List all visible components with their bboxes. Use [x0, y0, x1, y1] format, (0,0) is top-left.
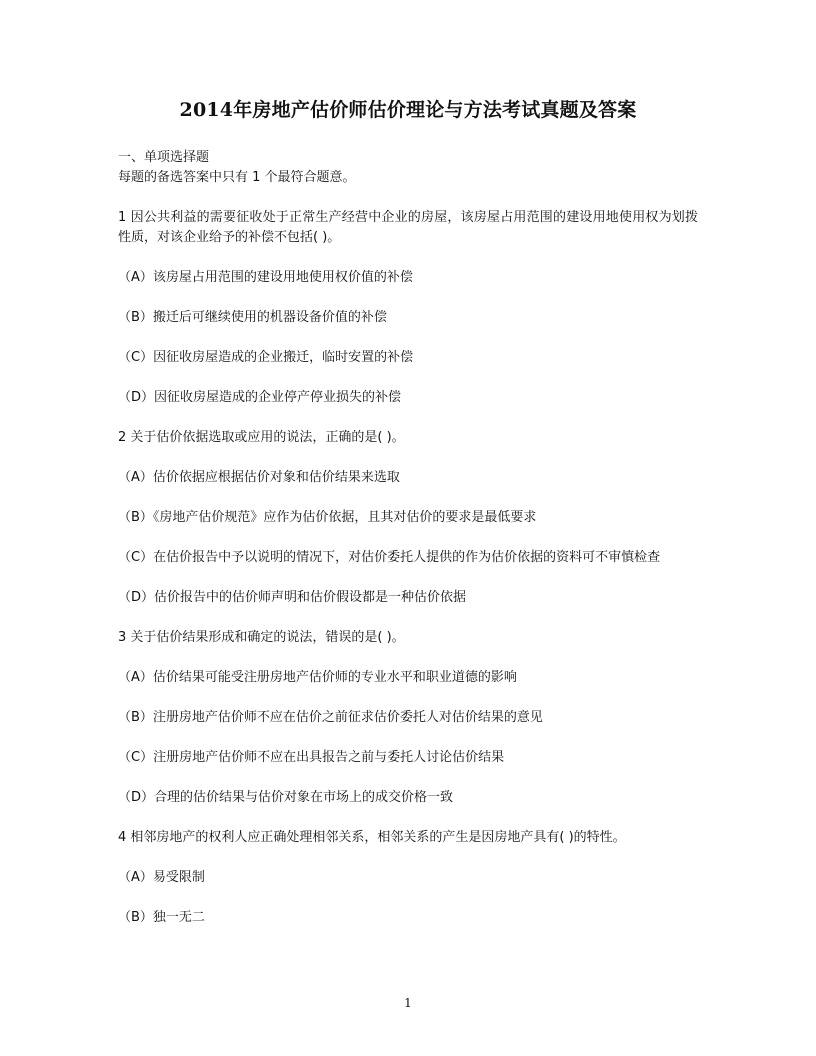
question-2-option-d: （D）估价报告中的估价师声明和估价假设都是一种估价依据: [118, 590, 467, 605]
question-2-stem: 2 关于估价依据选取或应用的说法，正确的是( )。: [118, 430, 405, 445]
question-2-option-b: （B）《房地产估价规范》应作为估价依据，且其对估价的要求是最低要求: [118, 510, 537, 525]
question-4-stem: 4 相邻房地产的权利人应正确处理相邻关系，相邻关系的产生是因房地产具有( )的特性。: [118, 830, 626, 845]
question-1-option-a: （A）该房屋占用范围的建设用地使用权价值的补偿: [118, 270, 413, 285]
section-instruction: 每题的备选答案中只有 1 个最符合题意。: [118, 170, 356, 185]
question-3-option-d: （D）合理的估价结果与估价对象在市场上的成交价格一致: [118, 790, 454, 805]
page-number: 1: [404, 996, 412, 1010]
question-3-option-c: （C）注册房地产估价师不应在出具报告之前与委托人讨论估价结果: [118, 750, 505, 765]
question-1-option-c: （C）因征收房屋造成的企业搬迁，临时安置的补偿: [118, 350, 414, 365]
document-body: [118, 148, 698, 928]
question-4-option-a: （A）易受限制: [118, 870, 205, 885]
question-1-stem: 1 因公共利益的需要征收处于正常生产经营中企业的房屋，该房屋占用范围的建设用地使用权为划拨性质，对该企业给予的补偿不包括( )。: [118, 210, 698, 245]
question-3-option-b: （B）注册房地产估价师不应在估价之前征求估价委托人对估价结果的意见: [118, 710, 543, 725]
question-4-option-b: （B）独一无二: [118, 910, 205, 925]
section-heading: 一、单项选择题: [118, 150, 210, 165]
question-3-option-a: （A）估价结果可能受注册房地产估价师的专业水平和职业道德的影响: [118, 670, 517, 685]
question-1-option-b: （B）搬迁后可继续使用的机器设备价值的补偿: [118, 310, 387, 325]
question-2-option-c: （C）在估价报告中予以说明的情况下，对估价委托人提供的作为估价依据的资料可不审慎检查: [118, 550, 661, 565]
document-title: 2014年房地产估价师估价理论与方法考试真题及答案: [179, 99, 637, 121]
question-1-option-d: （D）因征收房屋造成的企业停产停业损失的补偿: [118, 390, 402, 405]
question-3-stem: 3 关于估价结果形成和确定的说法，错误的是( )。: [118, 630, 405, 645]
question-2-option-a: （A）估价依据应根据估价对象和估价结果来选取: [118, 470, 400, 485]
